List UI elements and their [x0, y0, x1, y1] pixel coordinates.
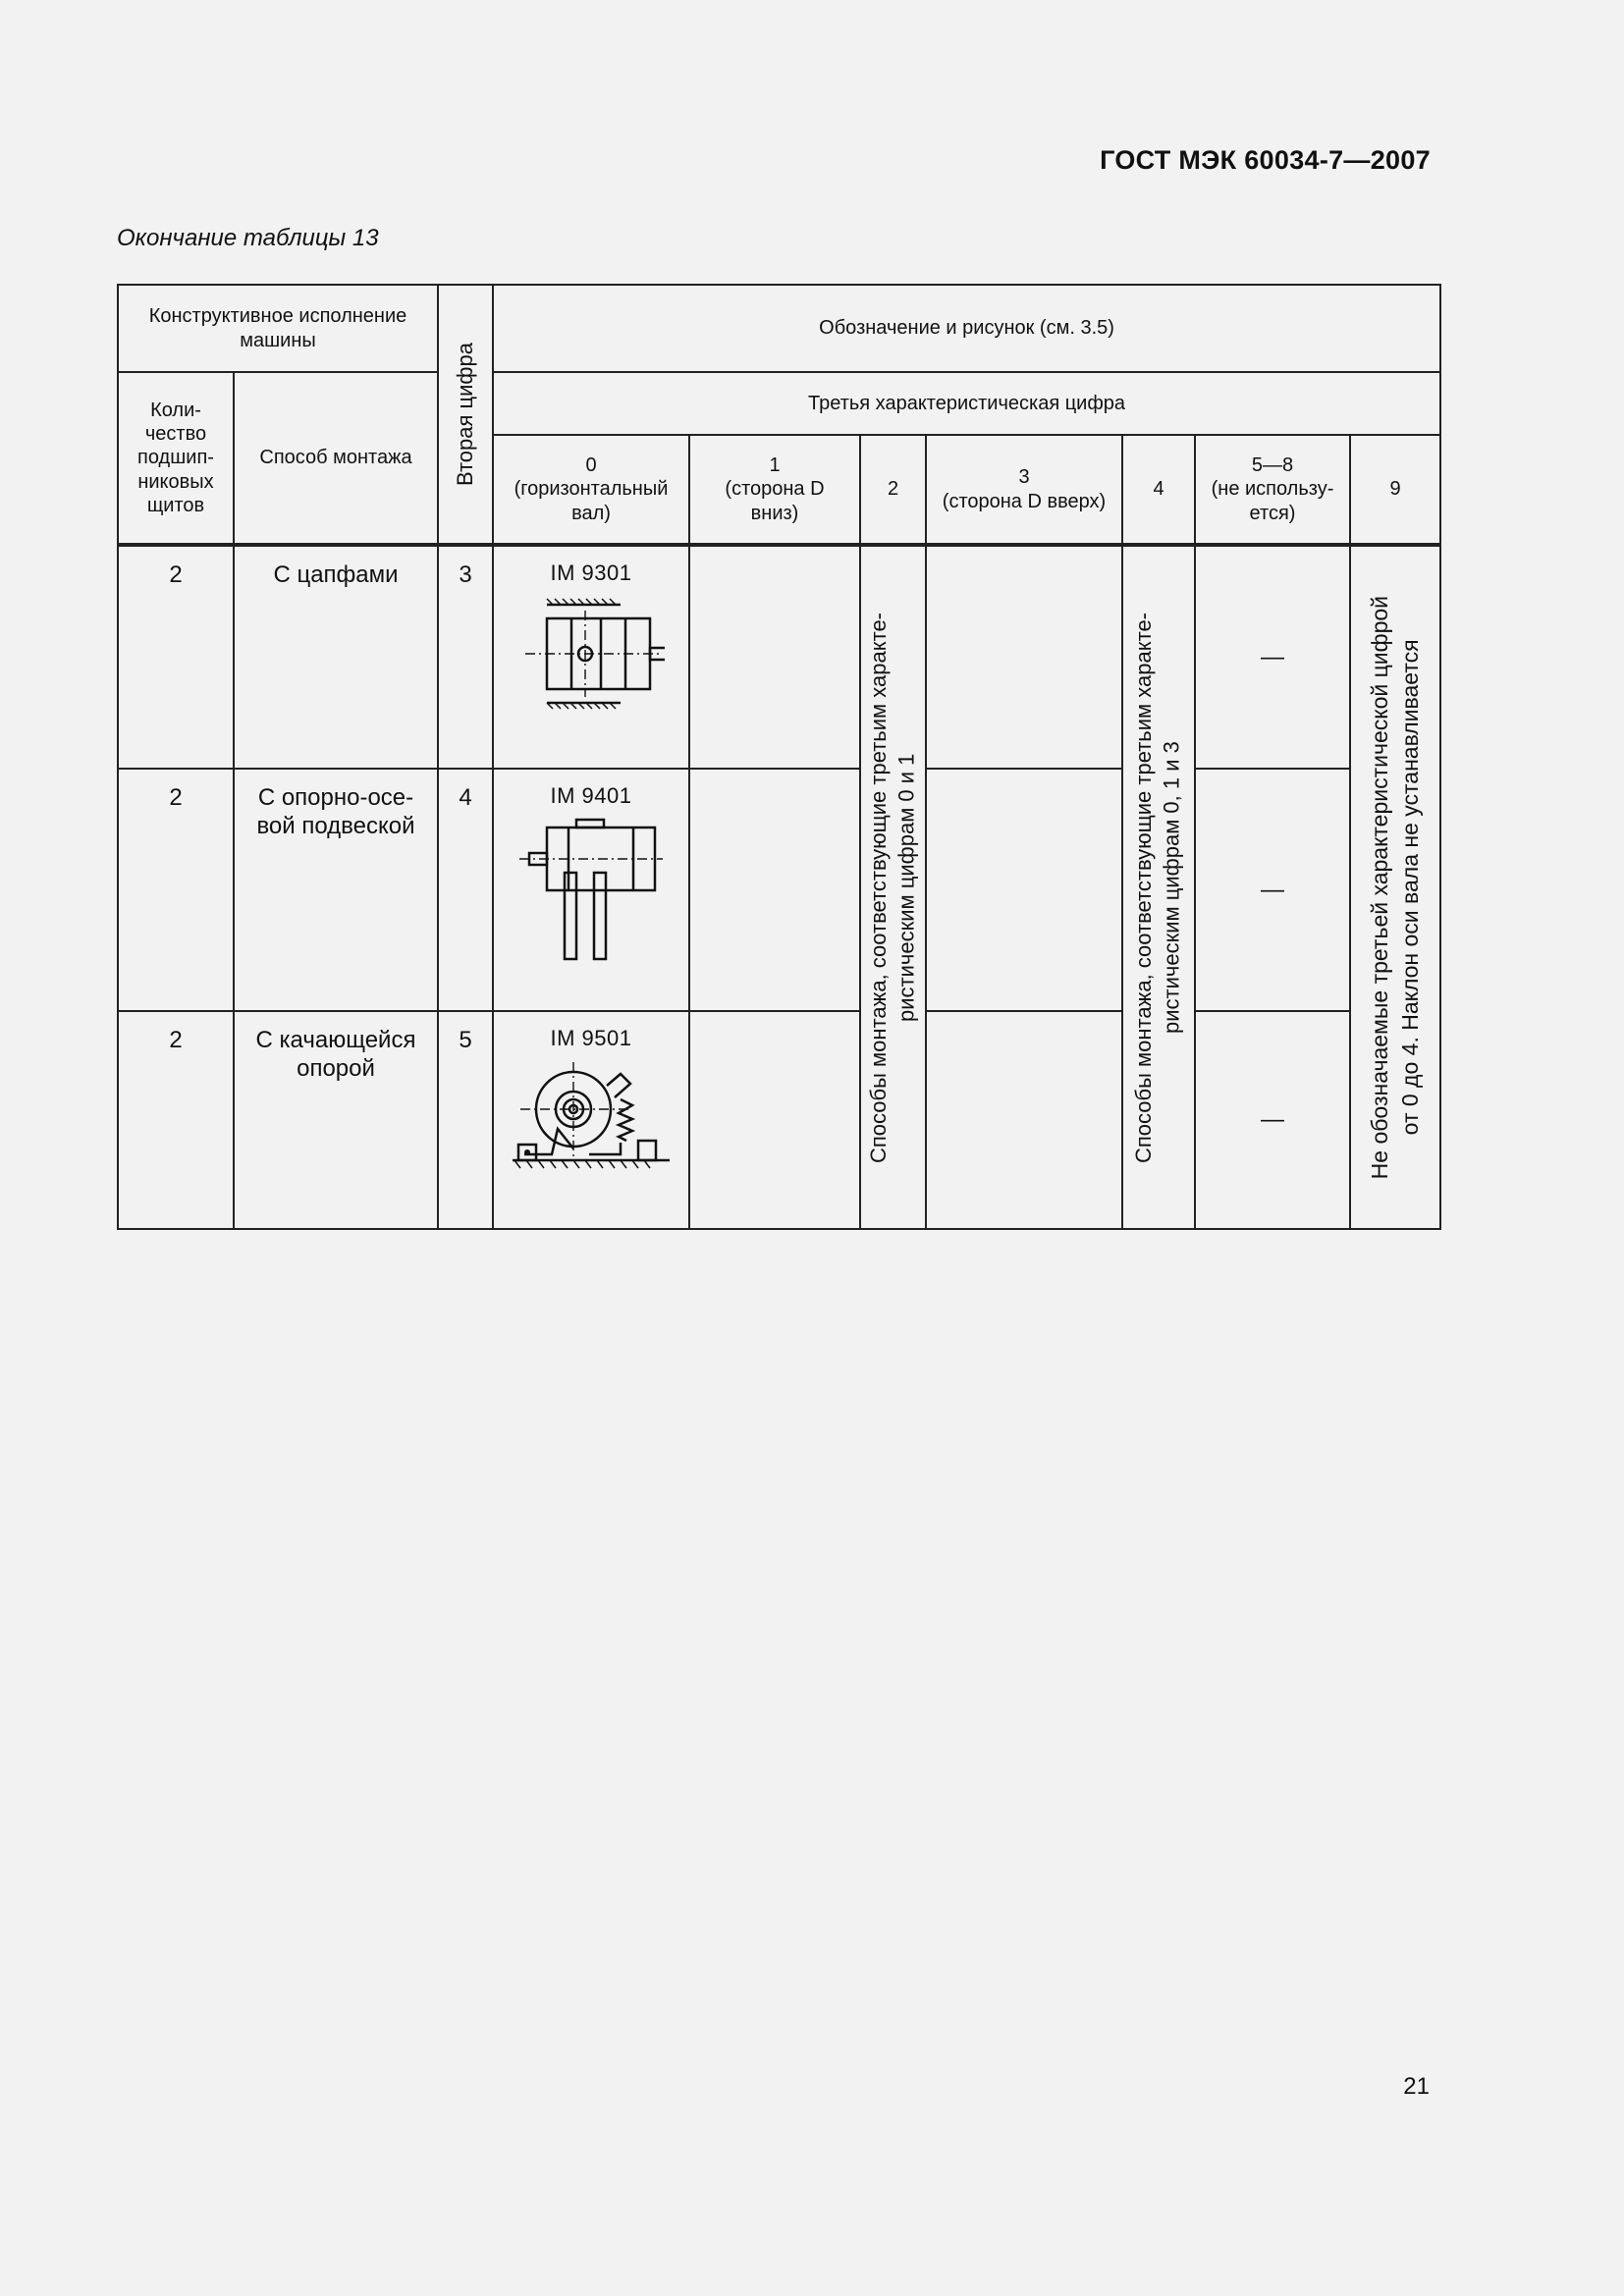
row-second-digit: 4 [438, 769, 493, 1011]
row-bearing-count: 2 [118, 545, 234, 769]
row-empty-col-3 [926, 1011, 1122, 1229]
row-col-5-8-dash: — [1195, 1011, 1350, 1229]
header-col-5-8: 5—8 (не использу- ется) [1195, 435, 1350, 545]
header-col-4: 4 [1122, 435, 1195, 545]
header-mounting-method: Способ монтажа [234, 372, 438, 545]
header-bearing-count: Коли- чество подшип- никовых щитов [118, 372, 234, 545]
row-mounting-method: С опорно-осе- вой подвеской [234, 769, 438, 1011]
header-col-1: 1 (сторона D вниз) [689, 435, 860, 545]
row-col-5-8-dash: — [1195, 769, 1350, 1011]
im-code: IM 9301 [550, 561, 632, 585]
header-col-3: 3 (сторона D вверх) [926, 435, 1122, 545]
table-caption: Окончание таблицы 13 [117, 225, 379, 251]
im9501-figure [513, 1060, 670, 1188]
header-col-9: 9 [1350, 435, 1440, 545]
col-9-note: Не обозначаемые третьей характеристической цифрой от 0 до 4. Наклон оси вала не устанавливается [1367, 595, 1424, 1180]
header-third-digit: Третья характеристическая цифра [493, 372, 1440, 435]
im9401-figure [517, 818, 665, 965]
row-empty-col-1 [689, 1011, 860, 1229]
header-second-digit [438, 285, 493, 545]
row-empty-col-1 [689, 545, 860, 769]
col-2-note-cell [860, 545, 926, 1229]
row-mounting-method: С цапфами [234, 545, 438, 769]
row-col-5-8-dash: — [1195, 545, 1350, 769]
page-number: 21 [1403, 2073, 1430, 2100]
header-col-2: 2 [860, 435, 926, 545]
mounting-table [117, 284, 1441, 1230]
document-header: ГОСТ МЭК 60034-7—2007 [1100, 145, 1431, 175]
row-bearing-count: 2 [118, 769, 234, 1011]
im9301-figure [517, 595, 665, 713]
row-figure-cell [493, 1011, 689, 1229]
col-4-note: Способы монтажа, соответствующие третьим характе- ристическим цифрам 0, 1 и 3 [1131, 612, 1184, 1163]
row-empty-col-1 [689, 769, 860, 1011]
row-empty-col-3 [926, 545, 1122, 769]
col-9-note-cell [1350, 545, 1440, 1229]
im-code: IM 9501 [550, 1026, 632, 1050]
row-second-digit: 3 [438, 545, 493, 769]
row-second-digit: 5 [438, 1011, 493, 1229]
header-machine-design: Конструктивное исполнение машины [118, 285, 438, 372]
row-mounting-method: С качающейся опорой [234, 1011, 438, 1229]
col-2-note: Способы монтажа, соответствующие третьим характе- ристическим цифрам 0 и 1 [865, 612, 919, 1163]
im-code: IM 9401 [550, 783, 632, 808]
col-4-note-cell [1122, 545, 1195, 1229]
header-col-0: 0 (горизонтальный вал) [493, 435, 689, 545]
row-figure-cell [493, 545, 689, 769]
table-row [118, 545, 1440, 769]
header-designation: Обозначение и рисунок (см. 3.5) [493, 285, 1440, 372]
header-second-digit-label: Вторая цифра [452, 343, 477, 486]
row-empty-col-3 [926, 769, 1122, 1011]
row-bearing-count: 2 [118, 1011, 234, 1229]
row-figure-cell [493, 769, 689, 1011]
table-row [118, 769, 1440, 1011]
table-row [118, 1011, 1440, 1229]
